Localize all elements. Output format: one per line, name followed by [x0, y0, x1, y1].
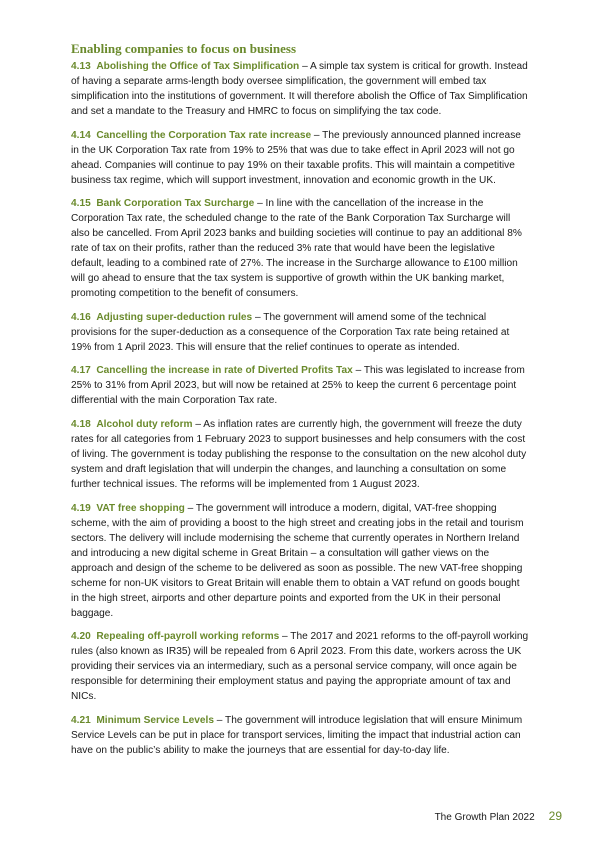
paragraph-heading: Cancelling the increase in rate of Diverted Profits Tax	[96, 365, 353, 377]
page-content	[71, 41, 530, 766]
paragraph-number: 4.19	[71, 502, 91, 514]
paragraph-4-18	[71, 417, 530, 492]
paragraph-heading: Abolishing the Office of Tax Simplification	[96, 61, 300, 72]
paragraph-number: 4.18	[71, 418, 91, 430]
paragraph-body: – In line with the cancellation of the increase in the Corporation Tax rate, the scheduled change to the rate of the Bank Corporation Tax Surcharge will also be cancelled. From April 2023 banks and building societies will continue to pay an additional 8% rate of tax on their profits, rather than the reduced 3% rate that would have been the legislative default, leading to a combined rate of 27%. The increase in the Surcharge allowance to £100 million will go ahead to ensure that the tax system is supportive of growth within the UK banking market, promoting competition to the benefit of consumers.	[71, 198, 522, 300]
paragraph-body: – This was legislated to increase from 25% to 31% from April 2023, but will now be retained at 25% to keep the current 6 percentage point differential with the main Corporation Tax rate.	[71, 365, 525, 407]
paragraph-4-14	[71, 128, 530, 188]
paragraph-4-16	[71, 310, 530, 355]
paragraph-number: 4.21	[71, 714, 91, 726]
paragraph-body: – The 2017 and 2021 reforms to the off-payroll working rules (also known as IR35) will be repealed from 6 April 2023. From this date, workers across the UK providing their services via an intermediary, such as a personal service company, will once again be responsible for determining their employment status and paying the appropriate amount of tax and NICs.	[71, 631, 529, 703]
paragraph-body: – The government will introduce legislation that will ensure Minimum Service Levels can be put in place for transport services, limiting the impact that industrial action can have on the public’s ability to make the journeys that are essential for day-to-day life.	[71, 714, 523, 756]
paragraph-list	[71, 59, 530, 758]
paragraph-heading: Minimum Service Levels	[96, 714, 214, 726]
paragraph-number: 4.16	[71, 311, 91, 323]
paragraph-number: 4.15	[71, 198, 91, 210]
paragraph-heading: Bank Corporation Tax Surcharge	[96, 198, 255, 210]
paragraph-number: 4.13	[71, 61, 91, 72]
footer-document-title: The Growth Plan 2022	[434, 812, 535, 823]
paragraph-body: – A simple tax system is critical for growth. Instead of having a separate arms-length body oversee simplification, the government will embed tax simplification into the institutions of government. It will therefore abolish the Office of Tax Simplification and set a mandate to the Treasury and HMRC to focus on simplifying the tax code.	[71, 61, 528, 117]
paragraph-4-21	[71, 713, 530, 758]
paragraph-body: – The previously announced planned increase in the UK Corporation Tax rate from 19% to 25% that was due to take effect in April 2023 will not go ahead. Companies will continue to pay 19% on their taxable profits. This will maintain a competitive business tax regime, which will support investment, innovation and economic growth in the UK.	[71, 129, 521, 186]
paragraph-heading: Cancelling the Corporation Tax rate increase	[96, 129, 312, 141]
paragraph-body: – The government will introduce a modern, digital, VAT-free shopping scheme, with the aim of providing a boost to the high street and creating jobs in the retail and tourism sectors. The delivery will include modernising the scheme that currently operates in Northern Ireland and introducing a new digital scheme in Great Britain – a consultation will gather views on the approach and design of the scheme to be delivered as soon as possible. The new VAT-free shopping scheme for non-UK visitors to Great Britain will enable them to obtain a VAT refund on goods bought in the high street, airports and other departure points and exported from the UK in their personal baggage.	[71, 502, 524, 619]
paragraph-heading: Adjusting super-deduction rules	[96, 311, 253, 323]
paragraph-number: 4.20	[71, 631, 91, 643]
paragraph-4-17	[71, 363, 530, 408]
page-number: 29	[548, 809, 562, 823]
paragraph-4-13	[71, 59, 530, 119]
paragraph-4-15	[71, 196, 530, 301]
paragraph-number: 4.14	[71, 129, 91, 141]
paragraph-heading: VAT free shopping	[96, 502, 185, 514]
page-footer	[435, 809, 562, 823]
paragraph-body: – As inflation rates are currently high, the government will freeze the duty rates for all categories from 1 February 2023 to support businesses and help consumers with the cost of living. The government is today publishing the response to the consultation on the new alcohol duty system and draft legislation that will underpin the changes, and launching a consultation on some further technical issues. The reforms will be implemented from 1 August 2023.	[71, 418, 527, 490]
paragraph-4-19	[71, 501, 530, 621]
section-title: Enabling companies to focus on business	[71, 41, 297, 56]
paragraph-body: – The government will amend some of the technical provisions for the super-deduction as a consequence of the Corporation Tax rate being retained at 19% from 1 April 2023. This will ensure that the relief continues to operate as intended.	[71, 311, 510, 353]
paragraph-number: 4.17	[71, 365, 91, 377]
paragraph-heading: Alcohol duty reform	[96, 418, 193, 430]
paragraph-heading: Repealing off-payroll working reforms	[96, 631, 280, 643]
paragraph-4-20	[71, 629, 530, 704]
